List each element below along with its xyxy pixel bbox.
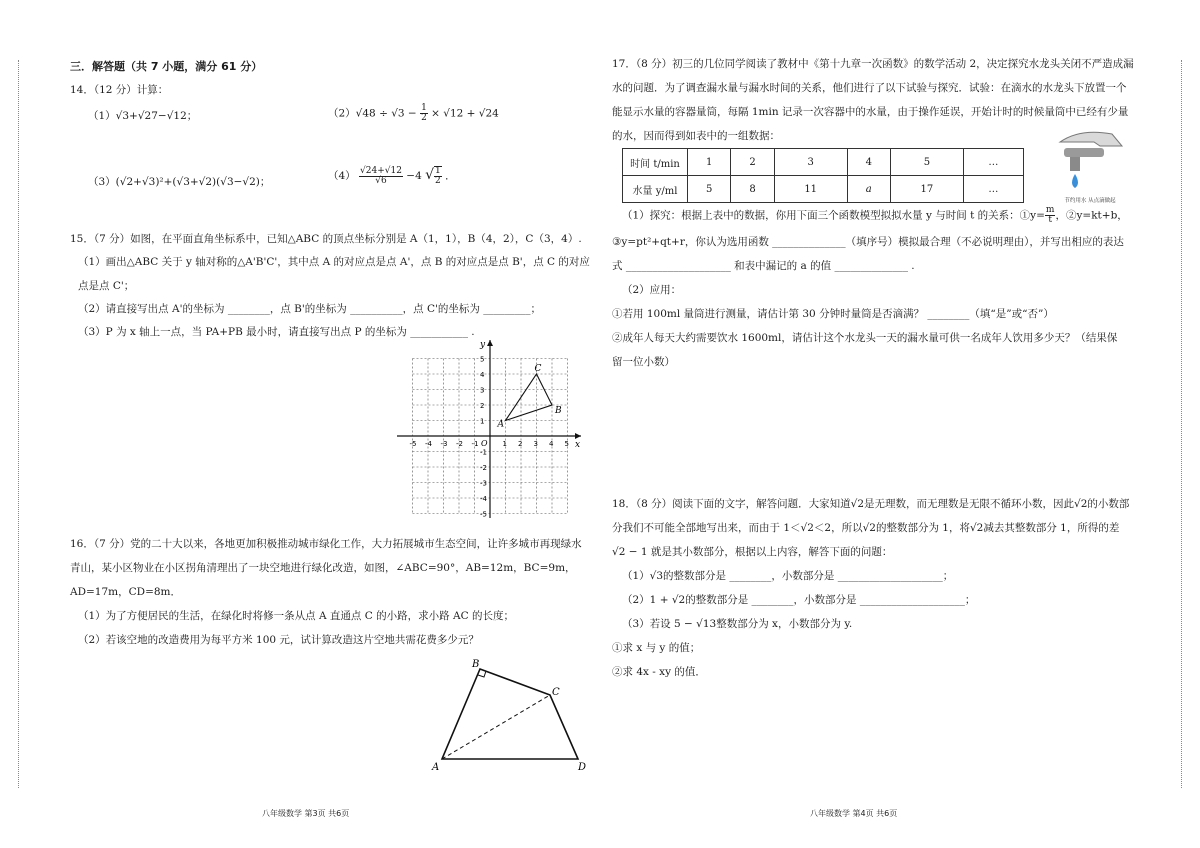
x-axis-arrow (575, 433, 581, 439)
table-cell: … (963, 149, 1023, 176)
q18-part1: （1）√3的整数部分是 ________，小数部分是 ____________________； (622, 570, 954, 582)
q14-stem: 14．（12 分）计算： (70, 84, 169, 96)
table-cell: 2 (731, 149, 774, 176)
faucet-spout (1070, 157, 1080, 171)
label-b: B (472, 659, 480, 670)
table-cell: 8 (731, 176, 774, 203)
y-tick-label: -5 (480, 510, 487, 519)
q18-sub1: ①求 x 与 y 的值； (612, 642, 701, 654)
q14-part3: （3）(√2+√3)²+(√3+√2)(√3−√2)； (88, 176, 271, 188)
y-tick-label: -3 (480, 479, 487, 488)
q14-part2: （2）√48 ÷ √3 − $\frac{1}{2}$ × √12 + √24 (328, 103, 499, 123)
table-row (623, 149, 1024, 176)
q15-stem: 15．（7 分）如图，在平面直角坐标系中，已知△ABC 的顶点坐标分别是 A（1，1），B（4，2），C（3，4）. (70, 233, 582, 245)
table-row (623, 176, 1024, 203)
q18-line1: 18．（8 分）阅读下面的文字，解答问题．大家知道√2是无理数，而无理数是无限不循环小数，因此√2的小数部 (612, 498, 1130, 510)
label-d: D (578, 762, 587, 773)
label-a: A (432, 762, 440, 773)
quadrilateral-abcd (442, 669, 578, 759)
table-cell: a (847, 176, 890, 203)
x-tick-label: -3 (440, 440, 448, 448)
x-axis-label: x (575, 440, 581, 450)
q16-line1: 16．（7 分）党的二十大以来，各地更加积极推动城市绿化工作，大力拓展城市生态空间，让许多城市再现绿水 (70, 538, 582, 550)
x-tick-label: 1 (502, 440, 507, 448)
coordinate-grid-figure (395, 338, 585, 520)
q14-part4: （4） $\frac{√24+√12}{√6}$ −4 √ $\frac{1}{2}$ ． (328, 165, 456, 186)
q15-part1b: 点是点 C'； (78, 280, 135, 292)
footer-right: 八年级数学 第4页 共6页 (810, 809, 898, 818)
table-cell: 1 (688, 149, 731, 176)
water-drop-icon (1072, 174, 1078, 188)
x-tick-label: 2 (518, 440, 523, 448)
diagonal-ac (442, 695, 550, 759)
y-tick-label: 4 (480, 371, 485, 379)
table-cell: 11 (774, 176, 847, 203)
q18-part3: （3）若设 5 − √13整数部分为 x，小数部分为 y. (622, 618, 853, 630)
y-axis-arrow (487, 340, 493, 346)
q17-line3: 能显示水量的容器量筒，每隔 1min 记录一次容器中的水量，由于操作延误，开始计时的时候量筒中已经有少量 (612, 106, 1129, 118)
x-tick-label: -5 (409, 440, 417, 448)
q18-line3: √2 − 1 就是其小数部分，根据以上内容，解答下面的问题： (612, 546, 893, 558)
table-cell: 5 (890, 149, 963, 176)
q16-line3: AD=17m，CD=8m． (70, 586, 182, 598)
q17-line2: 水的问题．为了调查漏水量与漏水时间的关系，他们进行了以下试验与探究．试验：在滴水的水龙头下放置一个 (612, 82, 1127, 94)
quadrilateral-figure (430, 655, 595, 775)
q15-part2: （2）请直接写出点 A'的坐标为 ________，点 B'的坐标为 __________，点 C'的坐标为 _________； (78, 303, 541, 315)
y-axis-label: y (480, 340, 486, 350)
x-tick-label: 4 (549, 440, 554, 448)
hand-icon (1060, 132, 1122, 146)
y-tick-label: -2 (480, 464, 487, 472)
table-cell: 时间 t/min (623, 149, 688, 176)
q16-line2: 青山，某小区物业在小区拐角清理出了一块空地进行绿化改造，如图，∠ABC=90°，AB=12m，BC=9m， (70, 562, 576, 574)
table-cell: 4 (847, 149, 890, 176)
q18-part2: （2）1 + √2的整数部分是 ________，小数部分是 ____________________； (622, 594, 976, 606)
x-tick-label: -4 (425, 440, 432, 448)
q17-explore-line2: ③y=pt²+qt+r，你认为选用函数 ______________（填序号）模拟最合理（不必说明理由），并写出相应的表达 (612, 236, 1124, 248)
x-tick-label: 5 (564, 440, 569, 448)
q17-explore-line1: （1）探究：根据上表中的数据，你用下面三个函数模型拟拟水量 y 与时间 t 的关系：①y= $\frac{m}{t}$ ，②y=kt+b， (622, 205, 1128, 225)
q17-explore-line3: 式 ____________________ 和表中漏记的 a 的值 ______________ . (612, 260, 915, 272)
q17-app-1: ①若用 100ml 量筒进行测量，请估计第 30 分钟时量筒是否滴满？ ________（填“是”或“否”） (612, 308, 1054, 320)
q17-line1: 17．（8 分）初三的几位同学阅读了教材中《第十九章一次函数》的数学活动 2，决定探究水龙头关闭不严造成漏 (612, 58, 1134, 70)
table-cell: 5 (688, 176, 731, 203)
label-c: C (552, 687, 560, 698)
q17-app-3: 留一位小数） (612, 356, 675, 368)
x-tick-label: -2 (456, 440, 463, 448)
q17-data-table (622, 148, 1024, 203)
q18-line2: 分我们不可能全部地写出来，而由于 1＜√2＜2，所以√2的整数部分为 1，将√2减去其整数部分 1，所得的差 (612, 522, 1120, 534)
q17-line4: 的水，因而得到如表中的一组数据： (612, 130, 780, 142)
section-title: 三．解答题（共 7 小题，满分 61 分） (70, 60, 263, 73)
y-tick-label: 5 (480, 355, 485, 364)
point-label-b: B (555, 406, 562, 416)
footer-left: 八年级数学 第3页 共6页 (262, 809, 350, 818)
y-tick-label: 2 (480, 402, 485, 410)
table-cell: 水量 y/ml (623, 176, 688, 203)
q18-sub2: ②求 4x - xy 的值． (612, 666, 706, 678)
q15-part1a: （1）画出△ABC 关于 y 轴对称的△A'B'C'，其中点 A 的对应点是点 A'，点 B 的对应点是点 B'，点 C 的对应 (78, 256, 590, 268)
q16-part1: （1）为了方便居民的生活，在绿化时将修一条从点 A 直通点 C 的小路，求小路 AC 的长度； (78, 610, 514, 622)
triangle-abc (506, 374, 553, 421)
x-tick-label: -1 (471, 440, 479, 448)
point-label-a: A (497, 419, 504, 430)
binding-line-right (1181, 60, 1182, 788)
y-tick-label: 3 (480, 386, 485, 395)
y-tick-label: -4 (480, 495, 487, 503)
faucet-illustration (1050, 122, 1130, 208)
faucet-icon (1064, 148, 1104, 157)
table-cell: … (963, 176, 1023, 203)
table-cell: 3 (774, 149, 847, 176)
table-cell: 17 (890, 176, 963, 203)
q17-application: （2）应用： (622, 284, 682, 296)
q15-part3: （3）P 为 x 轴上一点，当 PA+PB 最小时，请直接写出点 P 的坐标为 ___________ . (78, 326, 475, 338)
x-tick-label: 3 (533, 440, 538, 448)
point-label-c: C (534, 364, 542, 374)
q14-part1: （1）√3+√27−√12； (88, 110, 198, 122)
binding-line-left (18, 60, 19, 788)
q17-app-2: ②成年人每天大约需要饮水 1600ml，请估计这个水龙头一天的漏水量可供一名成年人饮用多少天？（结果保 (612, 332, 1118, 344)
y-tick-label: -1 (480, 448, 487, 457)
faucet-caption: 节约用水 从点滴做起 (1064, 198, 1116, 204)
origin-label: O (481, 439, 488, 448)
q16-part2: （2）若该空地的改造费用为每平方米 100 元，试计算改造这片空地共需花费多少元？ (78, 634, 479, 646)
y-tick-label: 1 (480, 417, 485, 426)
